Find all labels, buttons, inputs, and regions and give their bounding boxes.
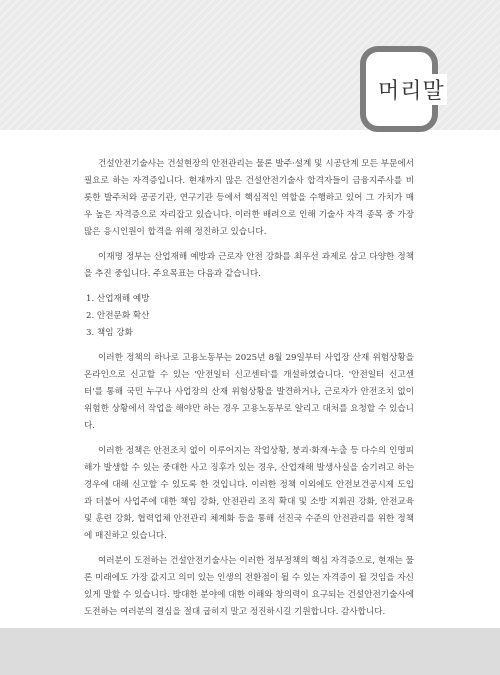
paragraph-report-center: 이러한 정책의 하나로 고용노동부는 2025년 8월 29일부터 사업장 산재 위험상황을 온라인으로 신고할 수 있는 '안전일터 신고센터'를 개설하였습니다. '안전일터 신고센터'를 통해 국민 누구나 사업장의 산재 위험상황을 발견하거나, 근로자가 안전조치 없이 위험한 상황에서 작업을 해야만 하는 경우 고용노동부로 알리고 대처를 요청할 수 있습니다. bbox=[84, 353, 414, 431]
preface-body bbox=[84, 156, 414, 646]
page-title: 머리말 bbox=[376, 74, 447, 105]
paragraph-intro: 건설안전기술사는 건설현장의 안전관리는 물론 발주·설계 및 시공단계 모든 부문에서 필요로 하는 자격증입니다. 현재까지 많은 건설안전기술사 합격자들이 금융지주사를 비롯한 발주처와 공공기관, 연구기관 등에서 핵심적인 역할을 수행하고 있어 그 가치가 매우 높은 자격증으로 자리잡고 있습니다. 이러한 배려으로 인해 기술사 자격 종목 중 가장 많은 응시인원이 합격을 위해 정진하고 있습니다. bbox=[84, 159, 414, 237]
goal-item: 3. 책임 강화 bbox=[86, 328, 133, 338]
footer-band bbox=[0, 628, 500, 675]
paragraph-closing: 여러분이 도전하는 건설안전기술사는 이러한 정부정책의 핵심 자격증으로, 현재는 물론 미래에도 가장 값지고 의미 있는 인생의 전환점이 될 수 있는 자격증이 될 것임을 자신 있게 말할 수 있습니다. 방대한 분야에 대한 이해와 창의력이 요구되는 건설안전기술사에 도전하는 여러분의 결심을 절대 굽히지 말고 정진하시길 기원합니다. 감사합니다. bbox=[84, 556, 414, 617]
goals-list bbox=[84, 291, 414, 342]
goal-item: 1. 산업재해 예방 bbox=[86, 294, 150, 304]
paragraph-policy-details: 이러한 정책은 안전조치 없이 이루어지는 작업상황, 붕괴·화재·누출 등 다수의 인명피해가 발생할 수 있는 중대한 사고 징후가 있는 경우, 산업재해 발생사실을 숨기려고 하는 경우에 대해 신고할 수 있도록 한 것입니다. 이러한 정책 이외에도 안전보건공시제 도입과 더불어 사업주에 대한 책임 강화, 안전관리 조직 확대 및 소방 지휘권 강화, 안전교육 및 훈련 강화, 협력업체 안전관리 체계화 등을 통해 선진국 수준의 안전관리를 위한 정책에 매진하고 있습니다. bbox=[84, 446, 414, 541]
goal-item: 2. 안전문화 확산 bbox=[86, 311, 150, 321]
paragraph-policy: 이재명 정부는 산업재해 예방과 근로자 안전 강화를 최우선 과제로 삼고 다양한 정책을 추진 중입니다. 주요목표는 다음과 같습니다. bbox=[84, 252, 414, 279]
